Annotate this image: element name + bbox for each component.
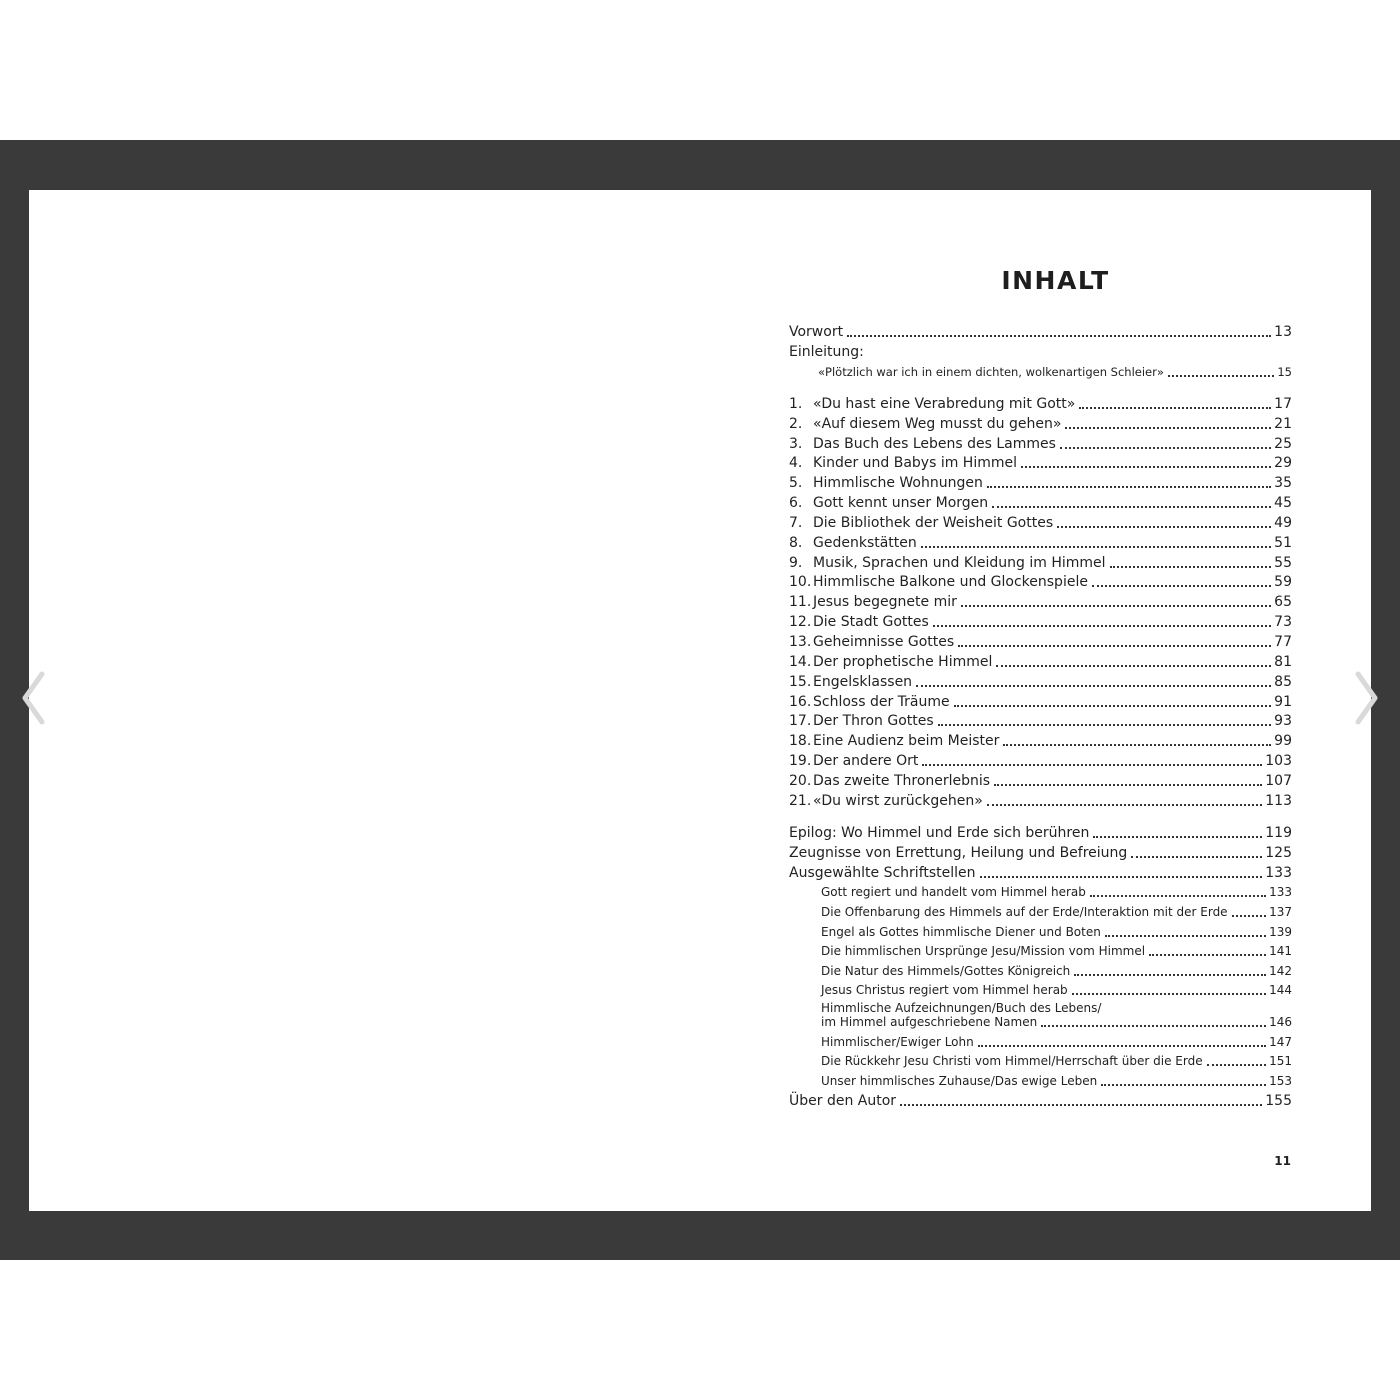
dot-leader — [1021, 466, 1271, 468]
toc-entry-page: 29 — [1274, 455, 1292, 472]
dot-leader — [1060, 447, 1271, 449]
toc-entry-page: 142 — [1269, 963, 1292, 978]
toc-entry-page: 17 — [1274, 395, 1292, 412]
toc-entry-number: 4. — [789, 455, 803, 472]
toc-entry-label: Die Natur des Himmels/Gottes Königreich — [821, 963, 1071, 978]
toc-entry — [789, 959, 1292, 979]
toc-entry-label: «Du wirst zurückgehen» — [813, 792, 983, 809]
toc-entry-number: 15. — [789, 673, 812, 690]
toc-entry-label: Epilog: Wo Himmel und Erde sich berühren — [789, 824, 1090, 841]
toc-entry — [789, 920, 1292, 940]
toc-entry-label: Eine Audienz beim Meister — [813, 733, 1000, 750]
toc-entry-number: 20. — [789, 772, 812, 789]
toc-entry-page: 153 — [1269, 1074, 1292, 1089]
toc-entry — [789, 630, 1292, 650]
toc-entry — [789, 749, 1292, 769]
toc-entry — [789, 769, 1292, 789]
toc-entry-label: Vorwort — [789, 324, 844, 340]
toc-entry — [789, 590, 1292, 610]
toc-entry — [789, 979, 1292, 999]
toc-entry-number: 13. — [789, 633, 812, 650]
toc-entry-page: 103 — [1265, 753, 1292, 770]
dot-leader — [992, 506, 1271, 508]
toc-heading-introduction: Einleitung: — [789, 344, 864, 360]
dot-leader — [980, 876, 1263, 878]
toc-entry — [789, 491, 1292, 511]
toc-entry — [789, 841, 1292, 861]
dot-leader — [916, 685, 1271, 687]
toc-entry-label: «Auf diesem Weg musst du gehen» — [813, 415, 1062, 432]
toc-entry-number: 19. — [789, 753, 812, 770]
dot-leader — [938, 724, 1272, 726]
dot-leader — [994, 784, 1262, 786]
toc-entry — [789, 571, 1292, 591]
chevron-right-icon — [1352, 670, 1380, 726]
toc-entry-page: 99 — [1274, 733, 1292, 750]
toc-entry-number: 8. — [789, 534, 803, 551]
book-spread — [29, 190, 1371, 1211]
toc-entry-label: Jesus Christus regiert vom Himmel herab — [821, 983, 1068, 998]
dot-leader — [1168, 375, 1274, 377]
dot-leader — [958, 645, 1271, 647]
toc-entry-page: 85 — [1274, 673, 1292, 690]
toc-entry-page: 51 — [1274, 534, 1292, 551]
toc-entry-label: Die Stadt Gottes — [813, 614, 929, 631]
toc-entry-label: Über den Autor — [789, 1093, 897, 1110]
toc-entry-page: 15 — [1277, 365, 1292, 379]
toc-entry-number: 18. — [789, 733, 812, 750]
toc-entry — [789, 511, 1292, 531]
toc-entry-label: Jesus begegnete mir — [813, 594, 957, 611]
toc-entry-label: Gedenkstätten — [813, 534, 917, 551]
toc-entry-label: im Himmel aufgeschriebene Namen — [821, 1015, 1038, 1030]
toc-entry-page: 59 — [1274, 574, 1292, 591]
toc-entry-page: 113 — [1265, 792, 1292, 809]
next-page-button[interactable] — [1352, 670, 1380, 726]
toc-entry-label: Ausgewählte Schriftstellen — [789, 864, 976, 881]
dot-leader — [1207, 1064, 1267, 1066]
dot-leader — [933, 625, 1271, 627]
toc-entry — [789, 610, 1292, 630]
toc-entry-label: Geheimnisse Gottes — [813, 633, 955, 650]
toc-entry-label: Engel als Gottes himmlische Diener und Boten — [821, 924, 1101, 939]
toc-entry-label: Kinder und Babys im Himmel — [813, 455, 1018, 472]
toc-entry-label-line1: Himmlische Aufzeichnungen/Buch des Lebens/ — [821, 1001, 1102, 1016]
toc-entry-label: Schloss der Träume — [813, 693, 950, 710]
dot-leader — [1074, 974, 1266, 976]
dot-leader — [1090, 895, 1266, 897]
dot-leader — [1065, 427, 1271, 429]
toc-entry-label: Zeugnisse von Errettung, Heilung und Befreiung — [789, 844, 1128, 861]
toc-entry-page: 21 — [1274, 415, 1292, 432]
toc-entry-number: 1. — [789, 395, 803, 412]
toc-entry — [789, 531, 1292, 551]
toc-entry-page: 144 — [1269, 983, 1292, 998]
toc-entry-page: 133 — [1265, 864, 1292, 881]
toc-entry-page: 65 — [1274, 594, 1292, 611]
toc-entry-page: 151 — [1269, 1054, 1292, 1069]
page-number: 11 — [1274, 1154, 1291, 1168]
toc-entry-label: Der prophetische Himmel — [813, 653, 993, 670]
toc-entry-number: 21. — [789, 792, 812, 809]
toc-entry — [789, 360, 1292, 380]
toc-entry-page: 55 — [1274, 554, 1292, 571]
toc-entry — [789, 452, 1292, 472]
toc-entry-number: 9. — [789, 554, 803, 571]
toc-entry-label: Himmlische Balkone und Glockenspiele — [813, 574, 1088, 591]
dot-leader — [1041, 1025, 1266, 1027]
dot-leader — [1092, 585, 1271, 587]
toc-entry-label: Die himmlischen Ursprünge Jesu/Mission vom Himmel — [821, 944, 1146, 959]
toc-title: INHALT — [1001, 266, 1110, 295]
dot-leader — [1131, 856, 1262, 858]
toc-entry-label: Der andere Ort — [813, 753, 919, 770]
toc-entry — [789, 670, 1292, 690]
toc-entry — [789, 881, 1292, 901]
toc-entry-page: 107 — [1265, 772, 1292, 789]
toc-entry-number: 12. — [789, 614, 812, 631]
toc-entry-label: Gott regiert und handelt vom Himmel herab — [821, 885, 1086, 900]
dot-leader — [1057, 526, 1271, 528]
toc-entry — [789, 789, 1292, 809]
dot-leader — [900, 1104, 1262, 1106]
toc-entry-label: Das zweite Thronerlebnis — [813, 772, 991, 789]
dot-leader — [987, 486, 1271, 488]
toc-entry — [789, 1015, 1292, 1030]
toc-entry-page: 141 — [1269, 944, 1292, 959]
toc-entry-label: Unser himmlisches Zuhause/Das ewige Leben — [821, 1074, 1098, 1089]
toc-entry — [789, 320, 1292, 340]
toc-entry — [789, 861, 1292, 881]
toc-entry-page: 13 — [1274, 324, 1292, 340]
toc-entry-label: «Plötzlich war ich in einem dichten, wolkenartigen Schleier» — [818, 365, 1164, 379]
dot-leader — [922, 764, 1262, 766]
toc-entry-number: 7. — [789, 514, 803, 531]
dot-leader — [996, 665, 1271, 667]
dot-leader — [921, 546, 1271, 548]
toc-entry-label: Himmlische Wohnungen — [813, 475, 983, 492]
toc-entry — [789, 940, 1292, 960]
toc-entry — [789, 471, 1292, 491]
toc-entry-label: Musik, Sprachen und Kleidung im Himmel — [813, 554, 1106, 571]
toc-entry-page: 73 — [1274, 614, 1292, 631]
toc-entry-page: 137 — [1269, 904, 1292, 919]
toc-entry-label: Der Thron Gottes — [813, 713, 934, 730]
dot-leader — [961, 605, 1271, 607]
toc-entry — [789, 392, 1292, 412]
toc-entry-page: 93 — [1274, 713, 1292, 730]
toc-entry-page: 147 — [1269, 1034, 1292, 1049]
dot-leader — [1110, 566, 1272, 568]
dot-leader — [1003, 744, 1271, 746]
toc-entry-number: 3. — [789, 435, 803, 452]
table-of-contents — [789, 320, 1292, 1109]
toc-entry-page: 133 — [1269, 885, 1292, 900]
dot-leader — [1232, 915, 1267, 917]
dot-leader — [1105, 935, 1266, 937]
toc-entry — [789, 1089, 1292, 1109]
toc-entry-page: 139 — [1269, 924, 1292, 939]
toc-entry-page: 77 — [1274, 633, 1292, 650]
toc-entry-page: 125 — [1265, 844, 1292, 861]
toc-entry — [789, 729, 1292, 749]
toc-entry-number: 16. — [789, 693, 812, 710]
toc-entry-page: 81 — [1274, 653, 1292, 670]
toc-entry-label: «Du hast eine Verabredung mit Gott» — [813, 395, 1076, 412]
dot-leader — [1101, 1084, 1266, 1086]
dot-leader — [847, 335, 1271, 337]
toc-entry — [789, 412, 1292, 432]
toc-entry — [789, 1030, 1292, 1050]
toc-entry-page: 155 — [1265, 1093, 1292, 1110]
dot-leader — [987, 804, 1262, 806]
toc-entry-number: 10. — [789, 574, 812, 591]
toc-entry-label: Die Bibliothek der Weisheit Gottes — [813, 514, 1054, 531]
toc-entry-page: 45 — [1274, 495, 1292, 512]
toc-entry — [789, 650, 1292, 670]
toc-entry-number: 2. — [789, 415, 803, 432]
toc-entry-number: 14. — [789, 653, 812, 670]
dot-leader — [954, 705, 1272, 707]
right-page — [700, 190, 1371, 1211]
toc-entry-page: 146 — [1269, 1015, 1292, 1030]
toc-entry-label: Die Offenbarung des Himmels auf der Erde/Interaktion mit der Erde — [821, 904, 1228, 919]
toc-entry-page: 25 — [1274, 435, 1292, 452]
toc-entry-label: Gott kennt unser Morgen — [813, 495, 989, 512]
toc-entry — [789, 1050, 1292, 1070]
dot-leader — [1072, 993, 1266, 995]
toc-entry-label: Die Rückkehr Jesu Christi vom Himmel/Herrschaft über die Erde — [821, 1054, 1203, 1069]
chevron-left-icon — [20, 670, 48, 726]
toc-entry-number: 17. — [789, 713, 812, 730]
toc-entry-label: Engelsklassen — [813, 673, 913, 690]
toc-entry-label: Das Buch des Lebens des Lammes — [813, 435, 1056, 452]
dot-leader — [1093, 836, 1262, 838]
toc-entry-page: 49 — [1274, 514, 1292, 531]
toc-entry-page: 35 — [1274, 475, 1292, 492]
toc-entry — [789, 821, 1292, 841]
toc-entry — [789, 710, 1292, 730]
prev-page-button[interactable] — [20, 670, 48, 726]
toc-entry — [789, 1069, 1292, 1089]
toc-entry-page: 91 — [1274, 693, 1292, 710]
toc-entry — [789, 900, 1292, 920]
toc-entry-page: 119 — [1265, 824, 1292, 841]
dot-leader — [978, 1045, 1266, 1047]
toc-entry — [789, 551, 1292, 571]
toc-entry-number: 11. — [789, 594, 812, 611]
toc-entry — [789, 432, 1292, 452]
toc-entry-number: 5. — [789, 475, 803, 492]
toc-entry-label: Himmlischer/Ewiger Lohn — [821, 1034, 974, 1049]
dot-leader — [1079, 407, 1271, 409]
dot-leader — [1149, 954, 1266, 956]
toc-entry-number: 6. — [789, 495, 803, 512]
toc-entry — [789, 690, 1292, 710]
left-page-blank — [29, 190, 700, 1211]
